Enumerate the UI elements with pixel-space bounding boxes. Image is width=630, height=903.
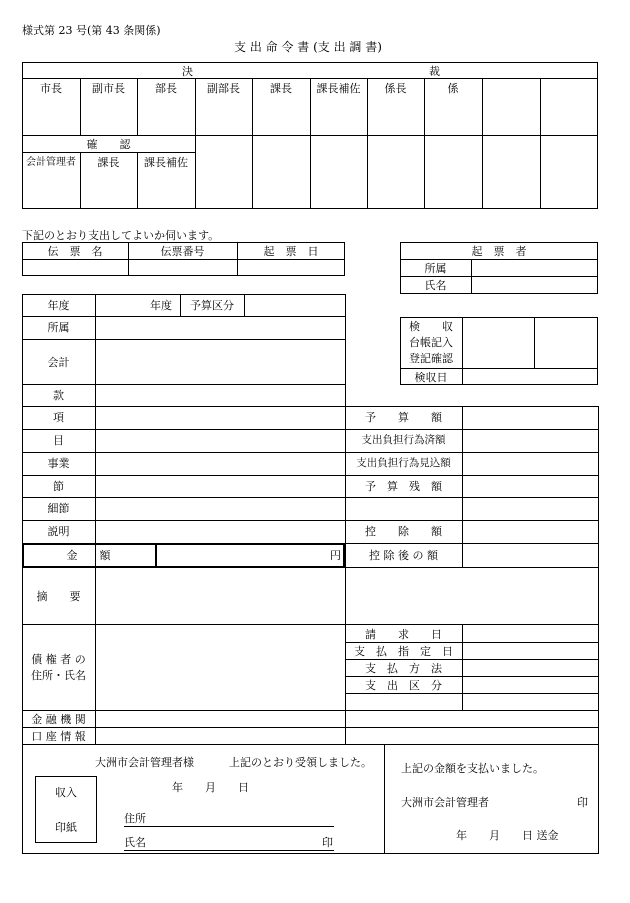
label-request-date: 請 求 日 — [365, 628, 442, 641]
label-amount: 金 額 — [66, 549, 111, 562]
inspection-label-2: 台帳記入 — [409, 336, 453, 349]
voucher-date-label: 起 票 日 — [263, 245, 319, 258]
label-budget-class: 予算区分 — [190, 299, 234, 312]
receipt-address-label: 住所 — [124, 812, 146, 825]
label-setsumei: 説明 — [47, 525, 70, 538]
role-assistant-chief: 課長補佐 — [316, 82, 361, 95]
label-fiscal-year: 年度 — [47, 299, 70, 312]
drafter-title: 起 票 者 — [471, 245, 527, 258]
name-underline — [124, 850, 334, 851]
role-director: 部長 — [155, 82, 177, 95]
paid-seal: 印 — [577, 796, 588, 809]
label-expected: 支出負担行為見込額 — [356, 457, 451, 469]
role-unit-chief: 係長 — [384, 82, 407, 95]
role-deputy-director: 副部長 — [207, 82, 240, 95]
label-creditor-2: 住所・氏名 — [31, 669, 86, 682]
voucher-number-label: 伝票番号 — [160, 245, 205, 258]
confirm-label: 確 認 — [86, 138, 131, 151]
label-payment-method: 支 払 方 法 — [365, 662, 442, 675]
label-account-info: 口 座 情 報 — [31, 730, 86, 743]
approval-sai: 裁 — [429, 65, 440, 78]
label-budget-amount: 予 算 額 — [365, 411, 442, 424]
approval-ketsu: 決 — [182, 65, 193, 78]
label-dept: 所属 — [47, 321, 70, 334]
label-jigyo: 事業 — [47, 457, 70, 470]
intro-text: 下記のとおり支出してよいか伺います。 — [22, 229, 220, 242]
label-deduction: 控 除 額 — [365, 525, 442, 538]
role-staff: 係 — [447, 82, 459, 95]
label-yen: 円 — [330, 549, 341, 562]
paid-officer: 大洲市会計管理者 — [401, 796, 489, 809]
confirm-role-accounting: 会計管理者 — [26, 157, 76, 168]
drafter-name-label: 氏名 — [424, 279, 447, 292]
voucher-name-label: 伝 票 名 — [47, 245, 103, 258]
role-mayor: 市長 — [40, 82, 62, 95]
confirm-role-assistant: 課長補佐 — [144, 156, 188, 169]
label-payment-date: 支 払 指 定 日 — [354, 645, 453, 658]
label-account: 会計 — [47, 356, 70, 369]
label-year-suffix: 年度 — [150, 299, 172, 312]
role-deputy-mayor: 副市長 — [92, 82, 125, 95]
label-kan: 款 — [53, 389, 64, 402]
label-bank: 金 融 機 関 — [31, 713, 86, 726]
confirm-role-chief: 課長 — [97, 156, 120, 169]
paid-date: 年 月 日 送金 — [456, 829, 559, 842]
inspection-date-label: 検収日 — [414, 371, 448, 384]
label-kou: 項 — [53, 411, 64, 424]
inspection-label-1: 検 収 — [409, 320, 453, 333]
receipt-received: 上記のとおり受領しました。 — [229, 756, 372, 769]
paid-text: 上記の金額を支払いました。 — [401, 762, 544, 775]
receipt-date: 年 月 日 — [172, 781, 249, 794]
label-budget-balance: 予 算 残 額 — [365, 480, 442, 493]
label-expense-class: 支 出 区 分 — [365, 679, 442, 692]
role-section-chief: 課長 — [270, 82, 292, 95]
address-underline — [124, 826, 334, 827]
label-saisetsu: 細節 — [47, 502, 70, 515]
inspection-label-3: 登記確認 — [409, 352, 453, 365]
label-creditor-1: 債 権 者 の — [31, 653, 86, 666]
stamp-label-1: 収入 — [55, 786, 77, 799]
label-committed: 支出負担行為済額 — [361, 434, 446, 446]
receipt-to: 大洲市会計管理者様 — [95, 756, 194, 769]
drafter-dept-label: 所属 — [424, 262, 447, 275]
label-summary: 摘 要 — [36, 590, 81, 603]
label-moku: 目 — [53, 434, 64, 447]
label-after-deduction: 控 除 後 の 額 — [369, 549, 438, 562]
label-setsu: 節 — [53, 480, 64, 493]
stamp-label-2: 印紙 — [55, 821, 77, 834]
page-title: 支 出 命 令 書 (支 出 調 書) — [234, 40, 382, 54]
receipt-seal: 印 — [322, 836, 333, 849]
form-number: 様式第 23 号(第 43 条関係) — [22, 24, 161, 37]
receipt-name-label: 氏名 — [124, 836, 146, 849]
